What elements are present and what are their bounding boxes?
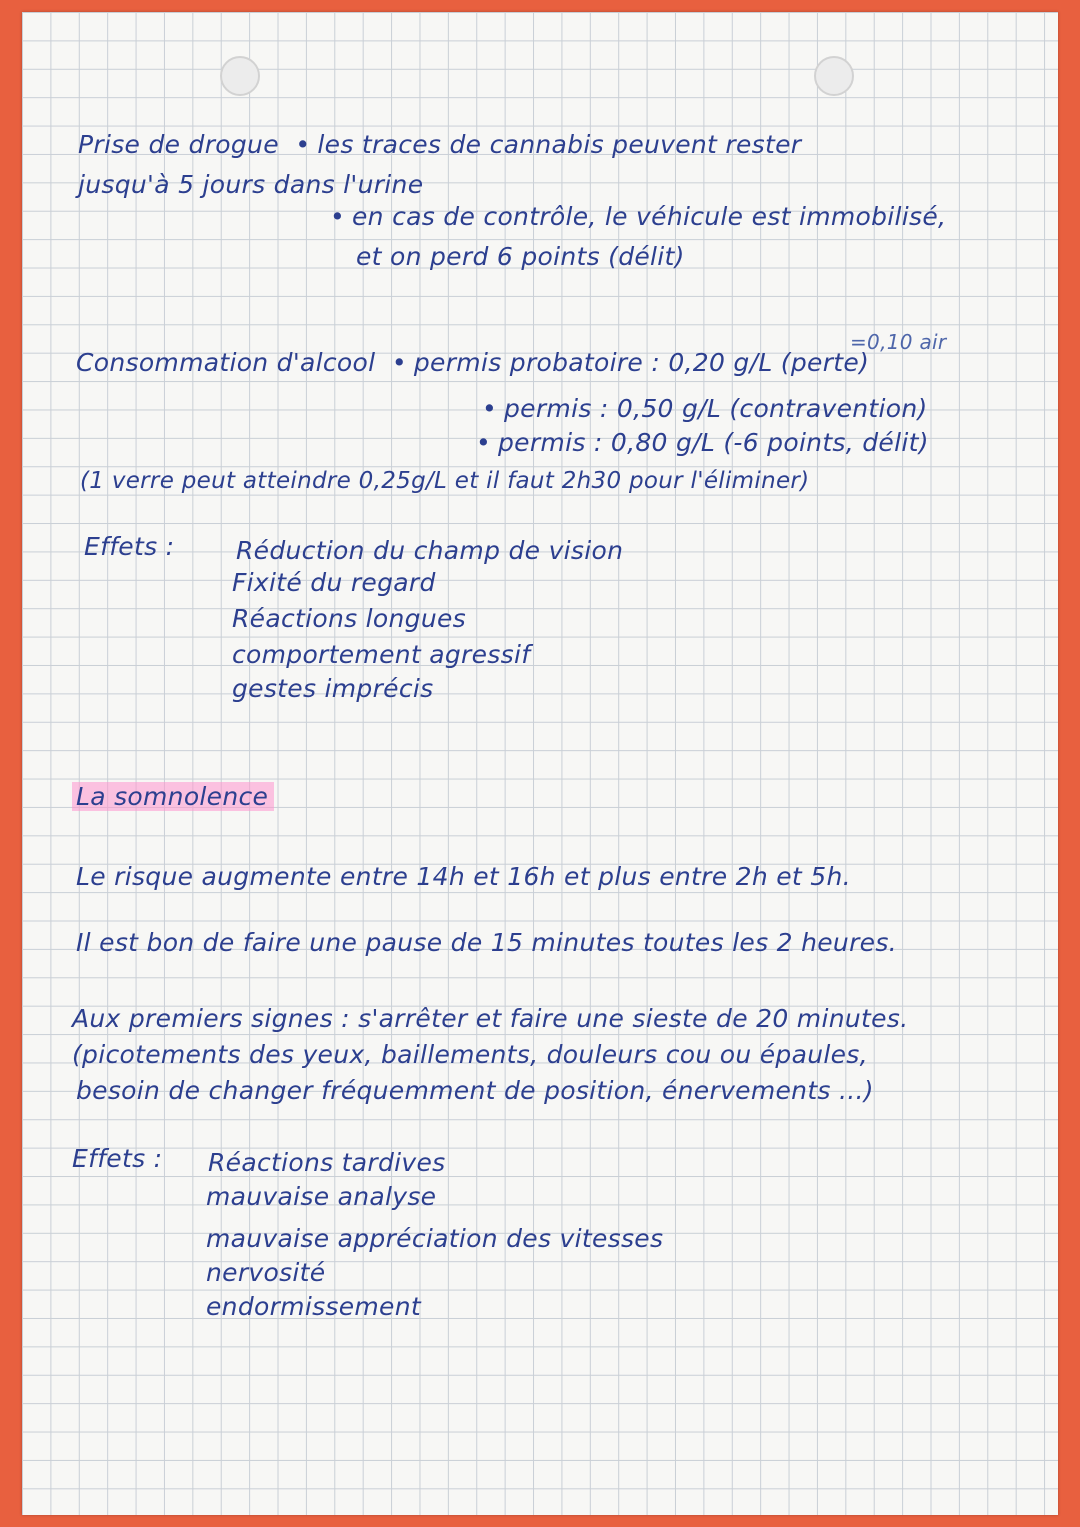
alcohol-line3-row xyxy=(476,426,929,460)
bullet-icon: • xyxy=(330,202,346,231)
drugs-bullet2-part1: en cas de contrôle, le véhicule est immobilisé, xyxy=(352,202,947,231)
bullet-icon: • xyxy=(482,394,498,423)
drugs-heading: Prise de drogue xyxy=(78,130,279,159)
sleep-signs-line1: Aux premiers signes : s'arrêter et faire une sieste de 20 minutes. xyxy=(72,1004,909,1033)
sleep-effect-item: nervosité xyxy=(206,1258,326,1287)
alcohol-effect-item: Fixité du regard xyxy=(232,568,436,597)
alcohol-effect-item: Réactions longues xyxy=(232,604,466,633)
sleep-effects-label: Effets : xyxy=(72,1144,163,1173)
sleep-pause: Il est bon de faire une pause de 15 minutes toutes les 2 heures. xyxy=(76,928,897,957)
alcohol-effect-item: Réduction du champ de vision xyxy=(236,536,624,565)
drugs-bullet1-part2: jusqu'à 5 jours dans l'urine xyxy=(78,170,424,199)
sleep-signs-line2: (picotements des yeux, baillements, douleurs cou ou épaules, xyxy=(72,1040,868,1069)
sleep-signs-line3: besoin de changer fréquemment de position, énervements ...) xyxy=(76,1076,874,1105)
alcohol-note: (1 verre peut atteindre 0,25g/L et il faut 2h30 pour l'éliminer) xyxy=(80,468,810,494)
alcohol-effect-item: gestes imprécis xyxy=(232,674,434,703)
binder-hole-left xyxy=(220,56,260,96)
alcohol-effect-item: comportement agressif xyxy=(232,640,531,669)
drugs-bullet1-part1: les traces de cannabis peuvent rester xyxy=(317,130,802,159)
drugs-bullet2-part2: et on perd 6 points (délit) xyxy=(356,242,685,271)
sleep-effect-item: mauvaise appréciation des vitesses xyxy=(206,1224,664,1253)
drugs-bullet2-line1 xyxy=(330,200,946,234)
alcohol-line3: permis : 0,80 g/L (-6 points, délit) xyxy=(498,428,929,457)
alcohol-line2-row xyxy=(482,392,928,426)
alcohol-effects-label: Effets : xyxy=(84,532,175,561)
sleep-heading-wrap xyxy=(72,780,274,814)
sleep-effect-item: endormissement xyxy=(206,1292,421,1321)
alcohol-heading: Consommation d'alcool xyxy=(76,348,376,377)
sleep-risk: Le risque augmente entre 14h et 16h et plus entre 2h et 5h. xyxy=(76,862,851,891)
sleep-effect-item: Réactions tardives xyxy=(208,1148,446,1177)
bullet-icon: • xyxy=(383,348,407,377)
sleep-effect-item: mauvaise analyse xyxy=(206,1182,437,1211)
alcohol-line1: permis probatoire : 0,20 g/L (perte) xyxy=(413,348,870,377)
notebook-page xyxy=(22,12,1058,1515)
alcohol-heading-line xyxy=(76,346,869,380)
binder-hole-right xyxy=(814,56,854,96)
bullet-icon: • xyxy=(476,428,492,457)
drugs-heading-line xyxy=(78,128,801,162)
sleep-heading: La somnolence xyxy=(72,782,274,811)
alcohol-line2: permis : 0,50 g/L (contravention) xyxy=(504,394,928,423)
bullet-icon: • xyxy=(287,130,311,159)
alcohol-air-note: =0,10 air xyxy=(850,330,947,354)
